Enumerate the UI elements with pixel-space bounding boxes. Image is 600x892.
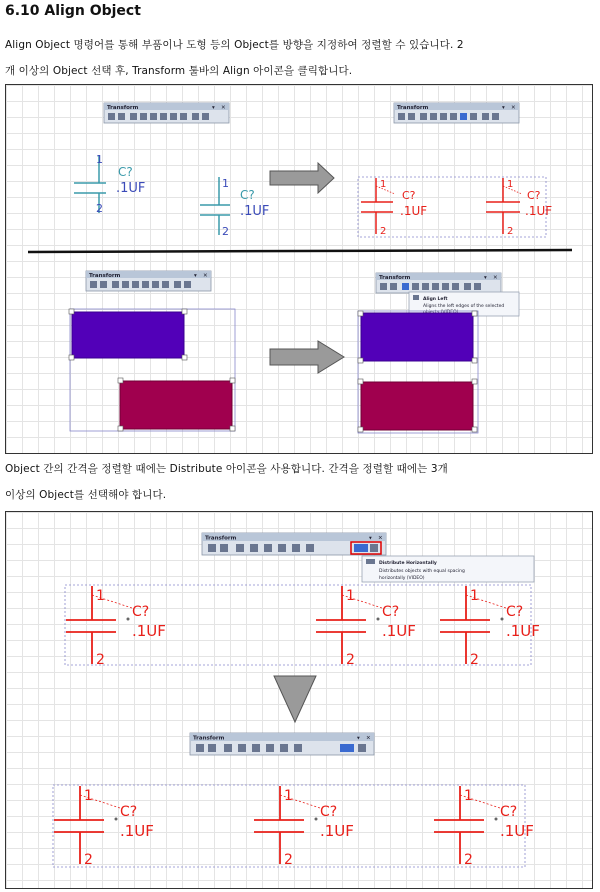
capacitor-a[interactable] [74, 153, 145, 215]
flip-icon[interactable] [220, 544, 228, 552]
align-bottom-icon[interactable] [306, 544, 314, 552]
transform-toolbar-after [394, 103, 519, 123]
tooltip-title: Align Left [423, 297, 448, 302]
distribute-h-icon[interactable] [192, 113, 199, 120]
distribute-v-icon[interactable] [358, 744, 366, 752]
capacitor-1[interactable] [66, 586, 166, 668]
capacitor-2[interactable] [254, 786, 354, 868]
align-left-icon[interactable] [130, 113, 137, 120]
align-middle-icon[interactable] [442, 283, 449, 290]
ref-label: C? [118, 165, 133, 179]
crimson-rectangle[interactable] [361, 382, 473, 430]
ref-label: C? [382, 604, 400, 620]
pin2-label: 2 [284, 852, 293, 868]
pin1-label: 1 [284, 788, 293, 804]
toolbar-close-icon[interactable]: ✕ [511, 105, 516, 111]
distribute-v-icon[interactable] [474, 283, 481, 290]
align-right-icon[interactable] [252, 744, 260, 752]
align-figure [5, 84, 593, 454]
align-top-icon[interactable] [160, 113, 167, 120]
align-right-icon[interactable] [422, 283, 429, 290]
align-top-icon[interactable] [432, 283, 439, 290]
rotate-icon[interactable] [208, 544, 216, 552]
pin1-label: 1 [96, 588, 105, 604]
tooltip-desc-1: Aligns the left edges of the selected [423, 304, 505, 309]
distribute-h-icon[interactable] [174, 281, 181, 288]
value-label: .1UF [525, 204, 553, 218]
pin1-label: 1 [380, 179, 387, 190]
value-label: .1UF [382, 622, 416, 640]
ref-label: C? [240, 188, 255, 202]
align-center-icon[interactable] [430, 113, 437, 120]
distribute-h-icon [366, 559, 375, 564]
ref-label: C? [320, 804, 338, 820]
ref-label: C? [402, 189, 416, 202]
transform-toolbar [202, 533, 386, 555]
toolbar-menu-icon[interactable]: ▾ [502, 105, 505, 111]
toolbar-title: Transform [379, 275, 411, 281]
value-label: .1UF [120, 822, 154, 840]
toolbar-menu-icon[interactable]: ▾ [212, 105, 215, 111]
toolbar-close-icon[interactable]: ✕ [221, 105, 226, 111]
align-center-icon[interactable] [412, 283, 419, 290]
toolbar-title: Transform [107, 105, 139, 111]
transform-toolbar-after [376, 273, 501, 293]
capacitor-3[interactable] [434, 786, 534, 868]
value-label: .1UF [400, 204, 428, 218]
align-top-icon[interactable] [450, 113, 457, 120]
value-label: .1UF [500, 822, 534, 840]
capacitor-1[interactable] [54, 786, 154, 868]
flip-icon[interactable] [208, 744, 216, 752]
toolbar-close-icon[interactable]: ✕ [493, 275, 498, 281]
pin1-label: 1 [346, 588, 355, 604]
align-middle-icon[interactable] [152, 281, 159, 288]
pin2-label: 2 [96, 652, 105, 668]
distribute-h-icon[interactable] [464, 283, 471, 290]
rotate-icon[interactable] [196, 744, 204, 752]
align-top-icon[interactable] [266, 744, 274, 752]
tooltip-title: Distribute Horizontally [379, 561, 437, 566]
toolbar-title: Transform [205, 535, 237, 542]
toolbar-menu-icon[interactable]: ▾ [357, 735, 360, 742]
pin2-label: 2 [507, 226, 514, 237]
rotate-icon[interactable] [90, 281, 97, 288]
align-bottom-icon[interactable] [452, 283, 459, 290]
toolbar-title: Transform [397, 105, 429, 111]
align-middle-icon[interactable] [170, 113, 177, 120]
flip-icon[interactable] [100, 281, 107, 288]
pin2-label: 2 [380, 226, 387, 237]
transform-toolbar [86, 271, 211, 291]
toolbar-title: Transform [193, 735, 225, 742]
distribute-h-icon[interactable] [340, 744, 354, 752]
crimson-rectangle[interactable] [120, 381, 232, 429]
capacitor-c[interactable] [361, 178, 427, 237]
toolbar-close-icon[interactable]: ✕ [366, 735, 371, 742]
purple-rectangle[interactable] [361, 313, 473, 361]
distribute-figure [5, 511, 593, 889]
value-label: .1UF [506, 622, 540, 640]
pin1-label: 1 [222, 177, 229, 190]
rotate-icon[interactable] [380, 283, 387, 290]
rotate-icon[interactable] [398, 113, 405, 120]
pin2-label: 2 [222, 225, 229, 238]
pin2-label: 2 [346, 652, 355, 668]
arrow-down-icon [274, 676, 316, 722]
align-bottom-icon[interactable] [294, 744, 302, 752]
tooltip-desc-1: Distributes objects with equal spacing [379, 569, 465, 574]
distribute-h-icon[interactable] [354, 544, 368, 552]
intro-line-1: Align Object 명령어를 통해 부품이나 도형 등의 Object를 방향을 지정하여 정렬할 수 있습니다. 2 [5, 39, 464, 51]
pin2-label: 2 [84, 852, 93, 868]
transform-toolbar [104, 103, 229, 123]
align-top-icon[interactable] [142, 281, 149, 288]
distribute-line-2: 이상의 Object를 선택해야 합니다. [5, 489, 167, 501]
align-center-icon[interactable] [238, 744, 246, 752]
align-left-tooltip [409, 292, 519, 316]
toolbar-menu-icon[interactable]: ▾ [484, 275, 487, 281]
rotate-icon[interactable] [108, 113, 115, 120]
align-bottom-icon[interactable] [180, 113, 187, 120]
toolbar-title: Transform [89, 273, 121, 279]
align-middle-icon[interactable] [280, 744, 288, 752]
distribute-line-1: Object 간의 간격을 정렬할 때에는 Distribute 아이콘을 사용합니다. 간격을 정렬할 때에는 3개 [5, 463, 448, 475]
purple-rectangle[interactable] [72, 312, 184, 358]
pin1-label: 1 [464, 788, 473, 804]
align-right-icon[interactable] [264, 544, 272, 552]
align-right-icon[interactable] [150, 113, 157, 120]
distribute-v-icon[interactable] [184, 281, 191, 288]
distribute-figure-canvas [6, 512, 592, 888]
align-left-icon[interactable] [112, 281, 119, 288]
flip-icon[interactable] [390, 283, 397, 290]
distribute-tooltip [362, 556, 534, 582]
pin1-label: 1 [84, 788, 93, 804]
align-left-icon[interactable] [402, 283, 409, 290]
align-right-icon[interactable] [132, 281, 139, 288]
pin2-label: 2 [96, 202, 103, 215]
align-figure-canvas [6, 85, 592, 453]
toolbar-menu-icon[interactable]: ▾ [369, 535, 372, 542]
distribute-h-icon[interactable] [482, 113, 489, 120]
align-left-icon[interactable] [420, 113, 427, 120]
align-bottom-icon[interactable] [162, 281, 169, 288]
intro-line-2: 개 이상의 Object 선택 후, Transform 툴바의 Align 아이콘을 클릭합니다. [5, 65, 353, 77]
align-middle-icon[interactable] [460, 113, 467, 120]
pin2-label: 2 [464, 852, 473, 868]
align-center-icon[interactable] [140, 113, 147, 120]
align-left-icon [413, 295, 419, 300]
align-left-icon[interactable] [236, 544, 244, 552]
align-center-icon[interactable] [122, 281, 129, 288]
pin1-label: 1 [96, 153, 103, 166]
align-bottom-icon[interactable] [470, 113, 477, 120]
toolbar-close-icon[interactable]: ✕ [378, 535, 383, 542]
capacitor-3[interactable] [440, 586, 540, 668]
capacitor-d[interactable] [486, 178, 552, 237]
ref-label: C? [120, 804, 138, 820]
ref-label: C? [500, 804, 518, 820]
tooltip-desc-2: horizontally (VIDEO) [379, 576, 425, 581]
ref-label: C? [132, 604, 150, 620]
toolbar-close-icon[interactable]: ✕ [203, 273, 208, 279]
capacitor-2[interactable] [316, 586, 416, 668]
pin1-label: 1 [507, 179, 514, 190]
transform-toolbar [190, 733, 374, 755]
align-right-icon[interactable] [440, 113, 447, 120]
align-center-icon[interactable] [250, 544, 258, 552]
distribute-v-icon[interactable] [202, 113, 209, 120]
distribute-v-icon[interactable] [492, 113, 499, 120]
align-middle-icon[interactable] [292, 544, 300, 552]
distribute-v-icon[interactable] [370, 544, 378, 552]
section-title: 6.10 Align Object [5, 3, 141, 19]
ref-label: C? [506, 604, 524, 620]
value-label: .1UF [116, 181, 146, 196]
align-top-icon[interactable] [278, 544, 286, 552]
ref-label: C? [527, 189, 541, 202]
pin1-label: 1 [470, 588, 479, 604]
value-label: .1UF [240, 204, 270, 219]
value-label: .1UF [132, 622, 166, 640]
pin2-label: 2 [470, 652, 479, 668]
arrow-right-icon [270, 163, 334, 193]
toolbar-menu-icon[interactable]: ▾ [194, 273, 197, 279]
arrow-right-icon [270, 341, 344, 373]
align-left-icon[interactable] [224, 744, 232, 752]
divider [28, 250, 572, 252]
value-label: .1UF [320, 822, 354, 840]
capacitor-b[interactable] [200, 177, 269, 238]
flip-icon[interactable] [118, 113, 125, 120]
flip-icon[interactable] [408, 113, 415, 120]
